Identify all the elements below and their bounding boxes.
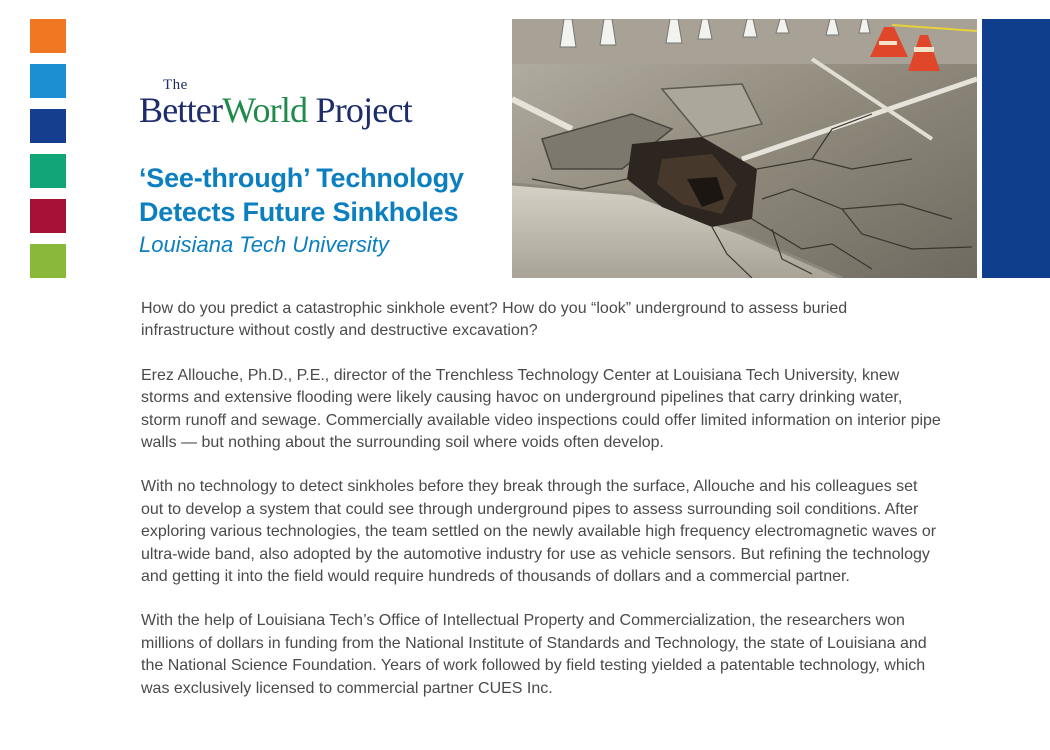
paragraph-3: With no technology to detect sinkholes before they break through the surface, Allouche and his colleagues set out to develop a system that could see through underground pipes to assess surrounding soil conditions. After exploring various technologies, the team settled on the newly available high frequency electromagnetic waves or ultra-wide band, also adopted by the automotive industry for use as vehicle sensors. But refining the technology and getting it into the field would require hundreds of thousands of dollars and a commercial partner. — [141, 478, 937, 586]
sinkhole-photo-illustration — [512, 19, 977, 278]
sinkhole-photo — [512, 19, 977, 278]
swatch-orange — [30, 19, 66, 53]
swatch-lime — [30, 244, 66, 278]
swatch-navy — [30, 109, 66, 143]
blue-sidebar-bar — [982, 19, 1050, 278]
paragraph-4: With the help of Louisiana Tech’s Office of Intellectual Property and Commercialization, the researchers won millions of dollars in funding from the National Institute of Standards and Technology, the state of Louisiana and the National Science Foundation. Years of work followed by field testing yielded a patentable technology, which was exclusively licensed to commercial partner CUES Inc. — [141, 612, 927, 697]
article-title — [139, 161, 464, 229]
better-world-project-logo — [139, 78, 412, 128]
swatch-green — [30, 154, 66, 188]
title-line-1: ‘See-through’ Technology — [139, 163, 464, 193]
paragraph-2: Erez Allouche, Ph.D., P.E., director of the Trenchless Technology Center at Louisiana Tech University, knew storms and extensive flooding were likely causing havoc on underground pipelines that carry drinking water, storm runoff and sewage. Commercially available video inspections could offer limited information on interior pipe walls — but nothing about the surrounding soil where voids often develop. — [141, 366, 941, 452]
logo-wordmark — [139, 92, 412, 128]
title-line-2: Detects Future Sinkholes — [139, 197, 459, 227]
swatch-crimson — [30, 199, 66, 233]
paragraph-1: How do you predict a catastrophic sinkhole event? How do you “look” underground to assess buried infrastructure without costly and destructive excavation? — [141, 300, 848, 340]
swatch-sky-blue — [30, 64, 66, 98]
logo-the: The — [163, 77, 188, 93]
logo-world: World — [222, 90, 308, 130]
article-subtitle: Louisiana Tech University — [139, 232, 389, 257]
logo-better: Better — [139, 90, 223, 130]
article-body — [141, 298, 941, 722]
logo-project: Project — [315, 90, 412, 130]
